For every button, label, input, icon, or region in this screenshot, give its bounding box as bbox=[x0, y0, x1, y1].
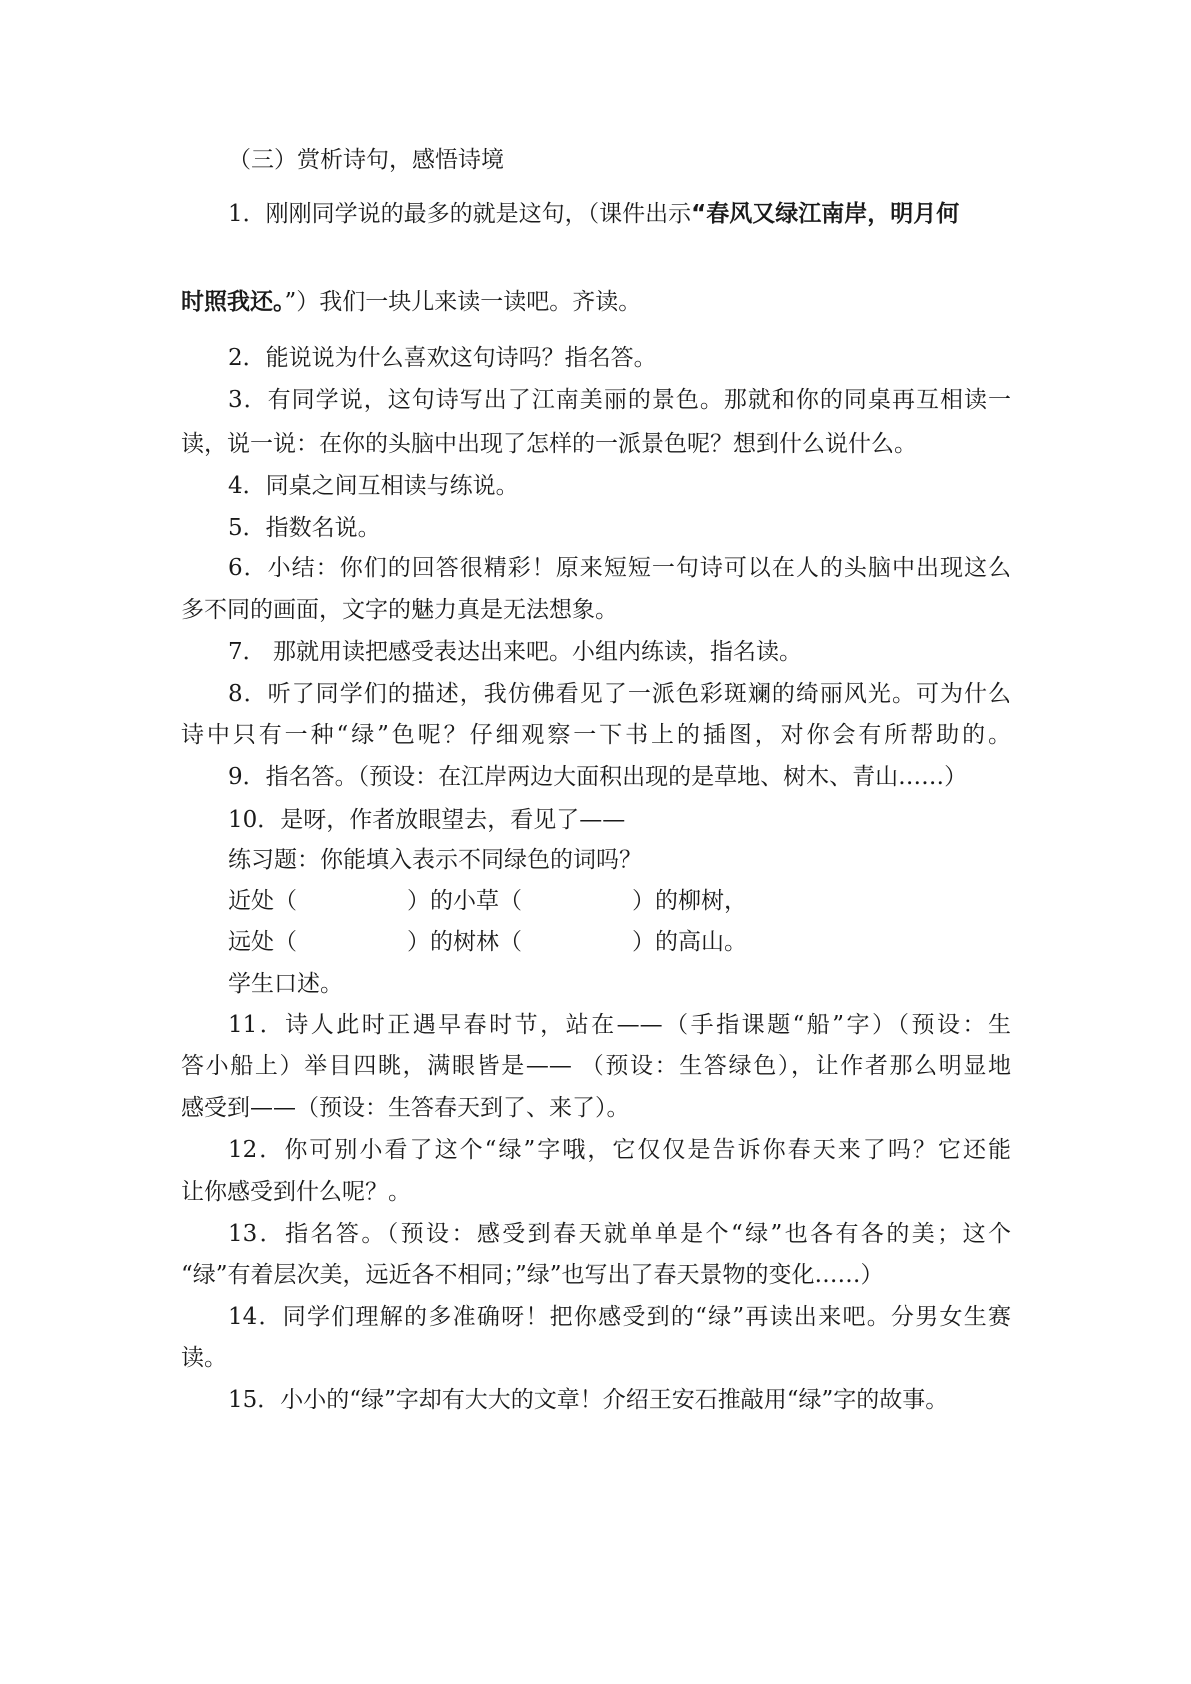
exercise-note: 学生口述。 bbox=[228, 971, 343, 997]
item-11-line-2: 答小船上）举目四眺，满眼皆是—— （预设：生答绿色），让作者那么明显地 bbox=[181, 1053, 1011, 1079]
item-1-line-2 bbox=[181, 287, 1011, 317]
section-heading: （三）赏析诗句，感悟诗境 bbox=[228, 147, 504, 173]
item-5: 5．指数名说。 bbox=[228, 515, 381, 541]
item-1-prefix: 1．刚刚同学说的最多的就是这句，（课件出示 bbox=[228, 201, 692, 227]
item-12-line-2: 让你感受到什么呢？。 bbox=[181, 1179, 411, 1205]
item-13-line-1: 13．指名答。（预设：感受到春天就单单是个“绿”也各有各的美；这个 bbox=[228, 1221, 1011, 1247]
item-15: 15．小小的“绿”字却有大大的文章！介绍王安石推敲用“绿”字的故事。 bbox=[228, 1387, 949, 1413]
item-2: 2．能说说为什么喜欢这句诗吗？指名答。 bbox=[228, 345, 657, 371]
exercise-row-2 bbox=[228, 927, 1058, 957]
exercise-row-1-b: ）的小草（ bbox=[407, 888, 522, 914]
item-4: 4．同桌之间互相读与练说。 bbox=[228, 473, 519, 499]
item-3-line-2: 读，说一说：在你的头脑中出现了怎样的一派景色呢？想到什么说什么。 bbox=[181, 431, 917, 457]
item-1-quote-part-2: 时照我还。 bbox=[181, 289, 285, 315]
item-12-line-1: 12．你可别小看了这个“绿”字哦，它仅仅是告诉你春天来了吗？它还能 bbox=[228, 1137, 1011, 1163]
item-11-line-3: 感受到——（预设：生答春天到了、来了）。 bbox=[181, 1095, 630, 1121]
exercise-row-1-c: ）的柳树， bbox=[632, 888, 747, 914]
item-8-line-1: 8．听了同学们的描述，我仿佛看见了一派色彩斑斓的绮丽风光。可为什么 bbox=[228, 681, 1011, 707]
item-6-line-1: 6．小结：你们的回答很精彩！原来短短一句诗可以在人的头脑中出现这么 bbox=[228, 555, 1011, 581]
item-8-line-2: 诗中只有一种“绿”色呢？仔细观察一下书上的插图，对你会有所帮助的。 bbox=[181, 722, 1011, 748]
item-9: 9．指名答。（预设：在江岸两边大面积出现的是草地、树木、青山……） bbox=[228, 764, 968, 790]
exercise-row-1-a: 近处（ bbox=[228, 888, 297, 914]
item-7: 7． 那就用读把感受表达出来吧。小组内练读，指名读。 bbox=[228, 639, 802, 665]
item-3-line-1: 3．有同学说，这句诗写出了江南美丽的景色。那就和你的同桌再互相读一 bbox=[228, 387, 1011, 413]
item-11-line-1: 11．诗人此时正遇早春时节，站在——（手指课题“船”字）（预设：生 bbox=[228, 1012, 1011, 1038]
exercise-row-1 bbox=[228, 886, 1058, 916]
item-10: 10．是呀，作者放眼望去，看见了—— bbox=[228, 807, 626, 833]
item-13-line-2: “绿”有着层次美，远近各不相同；”绿”也写出了春天景物的变化……） bbox=[181, 1262, 884, 1288]
exercise-row-2-c: ）的高山。 bbox=[632, 929, 747, 955]
item-6-line-2: 多不同的画面，文字的魅力真是无法想象。 bbox=[181, 597, 618, 623]
exercise-title: 练习题：你能填入表示不同绿色的词吗？ bbox=[228, 847, 642, 873]
exercise-row-2-b: ）的树林（ bbox=[407, 929, 522, 955]
item-1-suffix: ”）我们一块儿来读一读吧。齐读。 bbox=[284, 289, 642, 315]
item-1-quote-part-1: “春风又绿江南岸，明月何 bbox=[691, 201, 960, 227]
exercise-row-2-a: 远处（ bbox=[228, 929, 297, 955]
item-14-line-2: 读。 bbox=[181, 1345, 227, 1371]
item-1-line-1 bbox=[228, 199, 1058, 229]
item-14-line-1: 14．同学们理解的多准确呀！把你感受到的“绿”再读出来吧。分男女生赛 bbox=[228, 1304, 1011, 1330]
